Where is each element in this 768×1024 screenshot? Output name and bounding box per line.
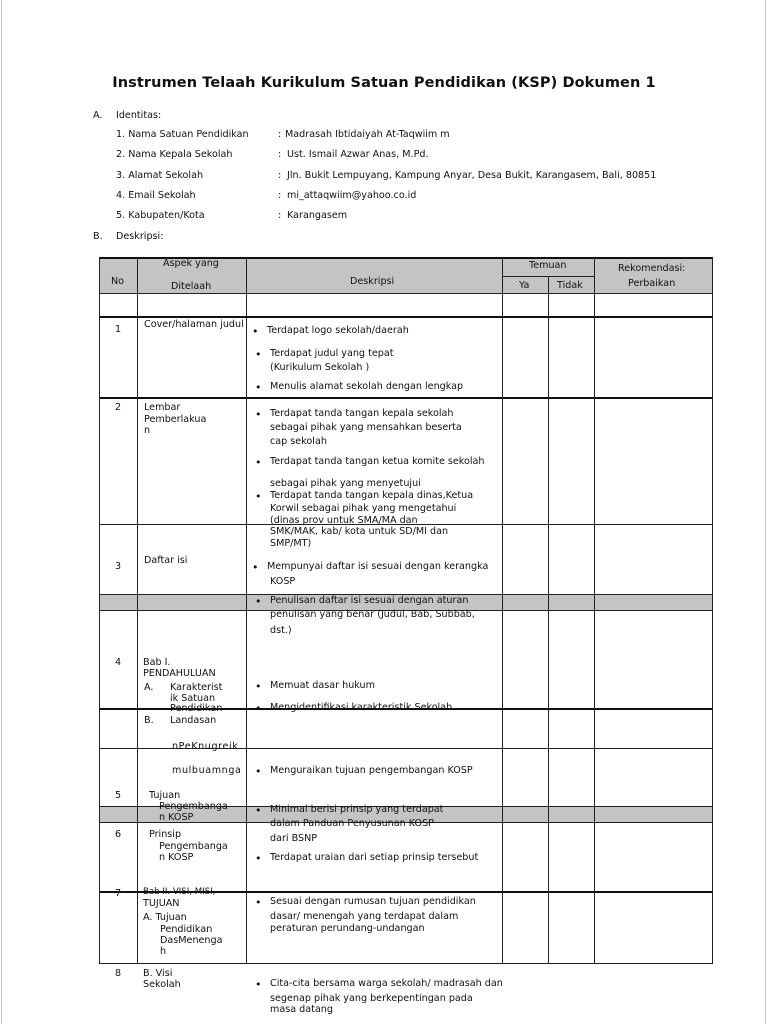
row-aspek: A. Tujuan	[143, 912, 187, 923]
rule	[502, 257, 503, 963]
rule	[548, 276, 549, 963]
identity-value: mi_attaqwiim@yahoo.co.id	[287, 190, 417, 201]
row-aspek: ik Satuan	[170, 693, 216, 704]
header-rekomendasi: Rekomendasi:	[618, 263, 686, 274]
header-rekomendasi: Perbaikan	[628, 278, 676, 289]
rule	[99, 257, 100, 963]
rule	[99, 293, 713, 294]
criterion-item: • Terdapat uraian dari setiap prinsip tersebut	[270, 852, 478, 863]
row-aspek: Bab II. VISI, MISI,	[143, 887, 216, 897]
criterion-item: • Terdapat logo sekolah/daerah	[267, 325, 409, 336]
row-number: 2	[115, 402, 122, 413]
header-tidak: Tidak	[557, 280, 583, 291]
criterion-item: • Menguraikan tujuan pengembangan KOSP	[270, 765, 473, 776]
row-aspek: Prinsip	[149, 829, 182, 840]
row-number: 5	[115, 790, 122, 801]
criterion-item: • Sesuai dengan rumusan tujuan pendidikan	[270, 896, 476, 907]
row-number: 8	[115, 968, 122, 979]
identity-label: 1. Nama Satuan Pendidikan	[116, 129, 249, 140]
criterion-text: cap sekolah	[270, 436, 327, 447]
header-deskripsi: Deskripsi	[350, 276, 395, 287]
criterion-item: • Mempunyai daftar isi sesuai dengan kerangka	[267, 561, 488, 572]
row-aspek: DasMenenga	[160, 935, 223, 946]
rule	[712, 257, 713, 963]
row-aspek: Karakterist	[170, 682, 223, 693]
criterion-item: • Memuat dasar hukum	[270, 680, 375, 691]
rule	[594, 257, 595, 963]
rule	[99, 963, 713, 964]
criterion-text: KOSP	[270, 576, 296, 587]
sub-label: B.	[144, 715, 154, 726]
criterion-text: (Kurikulum Sekolah )	[270, 362, 370, 373]
criterion-item: • Cita-cita bersama warga sekolah/ madrasah dan	[270, 978, 503, 989]
criterion-text: SMK/MAK, kab/ kota untuk SD/MI dan	[270, 526, 449, 537]
section-b-title: Deskripsi:	[116, 231, 164, 242]
row-number: 6	[115, 829, 122, 840]
row-aspek: Pemberlakua	[144, 414, 207, 425]
identity-value: Ust. Ismail Azwar Anas, M.Pd.	[287, 149, 429, 160]
rule	[246, 257, 247, 963]
criterion-item: • Penulisan daftar isi sesuai dengan aturan	[270, 595, 468, 606]
section-a-label: A.	[93, 110, 103, 121]
section-a-title: Identitas:	[116, 110, 162, 121]
row-aspek: mulbuamnga	[172, 765, 242, 776]
row-number: 4	[115, 657, 122, 668]
row-number: 7	[115, 888, 122, 899]
criterion-text: peraturan perundang-undangan	[270, 923, 425, 934]
criterion-text: dasar/ menengah yang terdapat dalam	[270, 911, 459, 922]
row-aspek: n	[144, 425, 151, 436]
rule	[137, 257, 138, 963]
criterion-text: masa datang	[270, 1004, 333, 1015]
row-aspek: Sekolah	[143, 979, 181, 990]
row-aspek: B. Visi	[143, 968, 173, 979]
row-aspek: Pendidikan	[160, 924, 213, 935]
identity-sep: :	[278, 129, 282, 140]
identity-sep: :	[278, 210, 282, 221]
criterion-text: dst.)	[270, 625, 292, 636]
identity-sep: :	[278, 149, 282, 160]
identity-value: Madrasah Ibtidaiyah At-Taqwiim m	[285, 129, 450, 140]
criterion-text: (dinas prov untuk SMA/MA dan	[270, 515, 418, 526]
header-ya: Ya	[519, 280, 530, 291]
row-aspek: n KOSP	[159, 852, 194, 863]
rule	[99, 397, 713, 399]
criterion-item: • Mengidentifikasi karakteristik Sekolah	[270, 702, 452, 713]
criterion-item: • Menulis alamat sekolah dengan lengkap	[270, 381, 463, 392]
row-aspek: Pendidikan	[170, 703, 223, 714]
row-number: 3	[115, 561, 122, 572]
criterion-item: • Terdapat tanda tangan kepala sekolah	[270, 408, 454, 419]
row-aspek: Pengembanga	[159, 801, 228, 812]
header-no: No	[111, 276, 125, 287]
criterion-text: sebagai pihak yang menyetujui	[270, 478, 421, 489]
identity-label: 3. Alamat Sekolah	[116, 170, 204, 181]
row-aspek: Pengembanga	[159, 841, 228, 852]
row-aspek: h	[160, 946, 167, 957]
criterion-item: • Minimal berisi prinsip yang terdapat	[270, 804, 443, 815]
row-aspek: Daftar isi	[144, 555, 188, 566]
criterion-text: dalam Panduan Penyusunan KOSP	[270, 818, 434, 829]
criterion-item: • Terdapat tanda tangan ketua komite sekolah	[270, 456, 485, 467]
criterion-text: segenap pihak yang berkepentingan pada	[270, 993, 473, 1004]
row-aspek: n KOSP	[159, 812, 194, 823]
sub-label: A.	[144, 682, 154, 693]
identity-sep: :	[278, 190, 282, 201]
row-aspek: Cover/halaman judul	[144, 319, 244, 330]
header-aspek: Aspek yang	[163, 258, 219, 269]
criterion-text: Korwil sebagai pihak yang mengetahui	[270, 503, 457, 514]
identity-value: Karangasem	[287, 210, 348, 221]
row-aspek: Lembar	[144, 402, 181, 413]
row-aspek: PENDAHULUAN	[143, 668, 216, 679]
row-aspek: TUJUAN	[143, 898, 180, 909]
criterion-text: sebagai pihak yang mensahkan beserta	[270, 422, 462, 433]
rule	[99, 316, 713, 318]
row-aspek: Landasan	[170, 715, 217, 726]
row-number: 1	[115, 324, 122, 335]
criterion-item: • Terdapat judul yang tepat	[270, 348, 393, 359]
criterion-text: penulisan yang benar (Judul, Bab, Subbab,	[270, 609, 475, 620]
row-aspek: Tujuan	[149, 790, 181, 801]
row-aspek: nPeKnugreik	[172, 741, 239, 752]
header-temuan: Temuan	[529, 260, 567, 271]
identity-label: 2. Nama Kepala Sekolah	[116, 149, 233, 160]
criterion-text: SMP/MT)	[270, 538, 312, 549]
criterion-text: dari BSNP	[270, 833, 318, 844]
criterion-item: • Terdapat tanda tangan kepala dinas,Ketua	[270, 490, 473, 501]
identity-label: 4. Email Sekolah	[116, 190, 196, 201]
identity-value: Jln. Bukit Lempuyang, Kampung Anyar, Desa Bukit, Karangasem, Bali, 80851	[287, 170, 657, 181]
header-aspek: Ditelaah	[171, 281, 212, 292]
identity-sep: :	[278, 170, 282, 181]
row-aspek: Bab I.	[143, 657, 171, 668]
section-b-label: B.	[93, 231, 103, 242]
identity-label: 5. Kabupaten/Kota	[116, 210, 205, 221]
document-title: Instrumen Telaah Kurikulum Satuan Pendidikan (KSP) Dokumen 1	[112, 75, 656, 91]
